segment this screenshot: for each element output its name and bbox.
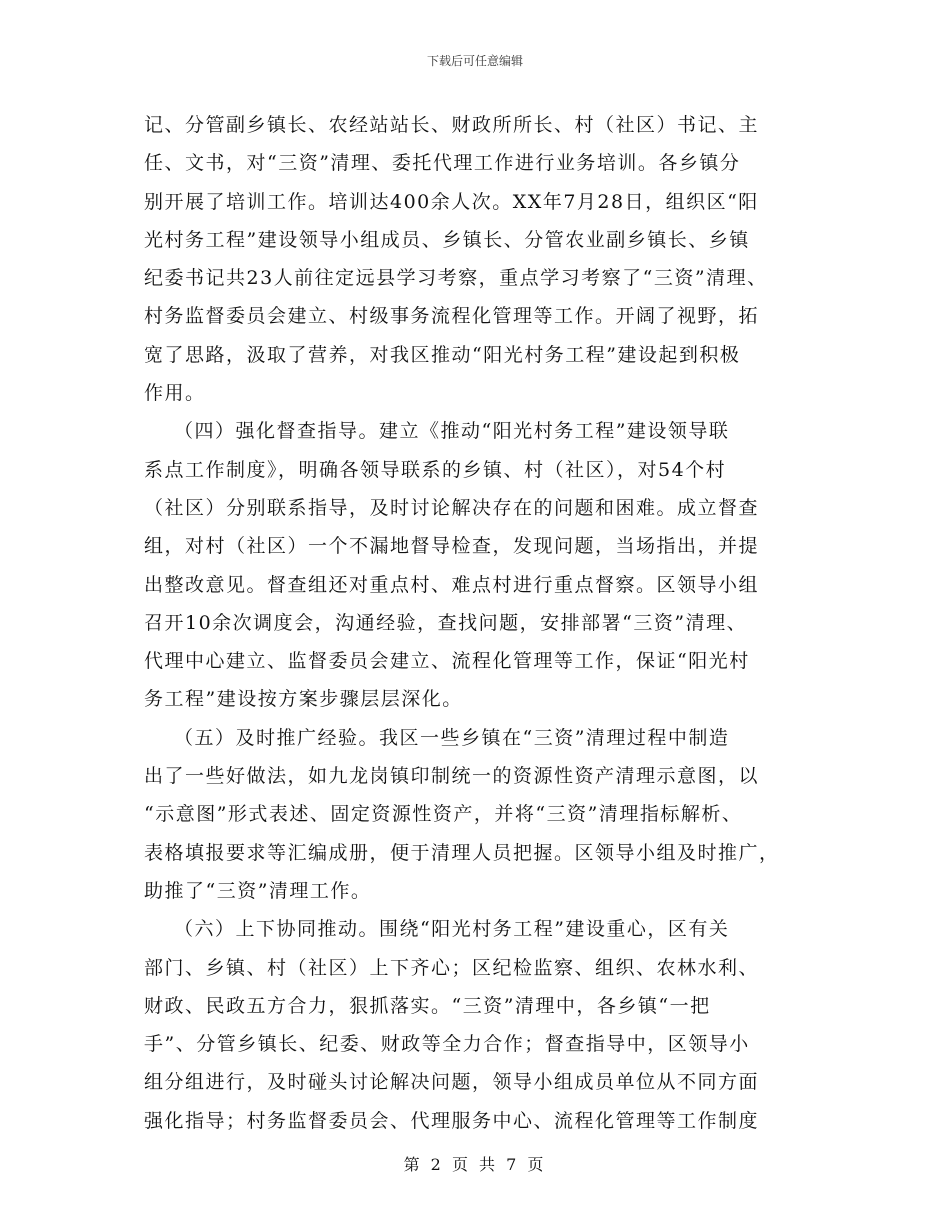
text-line: 强化指导；村务监督委员会、代理服务中心、流程化管理等工作制度 (144, 1109, 760, 1132)
text-line: 表格填报要求等汇编成册，便于清理人员把握。区领导小组及时推广， (144, 841, 780, 864)
text-line: 宽了思路，汲取了营养，对我区推动“阳光村务工程”建设起到积极 (144, 343, 741, 366)
text-line: 务工程”建设按方案步骤层层深化。 (144, 688, 463, 711)
text-line: 作用。 (144, 382, 206, 405)
text-line: 代理中心建立、监督委员会建立、流程化管理等工作，保证“阳光村 (144, 650, 750, 673)
text-line: 纪委书记共23人前往定远县学习考察，重点学习考察了“三资”清理、 (144, 267, 768, 290)
text-line: 组，对村（社区）一个不漏地督导检查，发现问题，当场指出，并提 (144, 535, 760, 558)
text-line: （社区）分别联系指导，及时讨论解决存在的问题和困难。成立督查 (144, 496, 760, 519)
text-line: 出了一些好做法，如九龙岗镇印制统一的资源性资产清理示意图，以 (144, 765, 760, 788)
text-line: 手”、分管乡镇长、纪委、财政等全力合作；督查指导中，区领导小 (144, 1033, 750, 1056)
paragraph-start-line: （四）强化督查指导。建立《推动“阳光村务工程”建设领导联 (174, 420, 730, 443)
text-line: 召开10余次调度会，沟通经验，查找问题，安排部署“三资”清理、 (144, 611, 748, 634)
text-line: 任、文书，对“三资”清理、委托代理工作进行业务培训。各乡镇分 (144, 152, 741, 175)
text-line: 财政、民政五方合力，狠抓落实。“三资”清理中，各乡镇“一把 (144, 994, 711, 1017)
page-number: 第 2 页 共 7 页 (403, 1155, 547, 1174)
text-line: 别开展了培训工作。培训达400余人次。XX年7月28日，组织区“阳 (144, 190, 759, 213)
text-line: 系点工作制度》，明确各领导联系的乡镇、村（社区），对54个村 (144, 458, 727, 481)
text-line: 出整改意见。督查组还对重点村、难点村进行重点督察。区领导小组 (144, 573, 760, 596)
text-line: 组分组进行，及时碰头讨论解决问题，领导小组成员单位从不同方面 (144, 1071, 760, 1094)
text-line: 部门、乡镇、村（社区）上下齐心；区纪检监察、组织、农林水利、 (144, 956, 760, 979)
document-body (144, 106, 824, 1140)
paragraph-start-line: （五）及时推广经验。我区一些乡镇在“三资”清理过程中制造 (174, 726, 730, 749)
text-line: 光村务工程”建设领导小组成员、乡镇长、分管农业副乡镇长、乡镇 (144, 228, 750, 251)
text-line: 记、分管副乡镇长、农经站站长、财政所所长、村（社区）书记、主 (144, 114, 760, 136)
text-line: “示意图”形式表述、固定资源性资产，并将“三资”清理指标解析、 (144, 803, 743, 826)
text-line: 助推了“三资”清理工作。 (144, 879, 372, 902)
paragraph-start-line: （六）上下协同推动。围绕“阳光村务工程”建设重心，区有关 (174, 918, 730, 941)
text-line: 村务监督委员会建立、村级事务流程化管理等工作。开阔了视野，拓 (144, 305, 760, 328)
header-note: 下载后可任意编辑 (426, 54, 523, 68)
